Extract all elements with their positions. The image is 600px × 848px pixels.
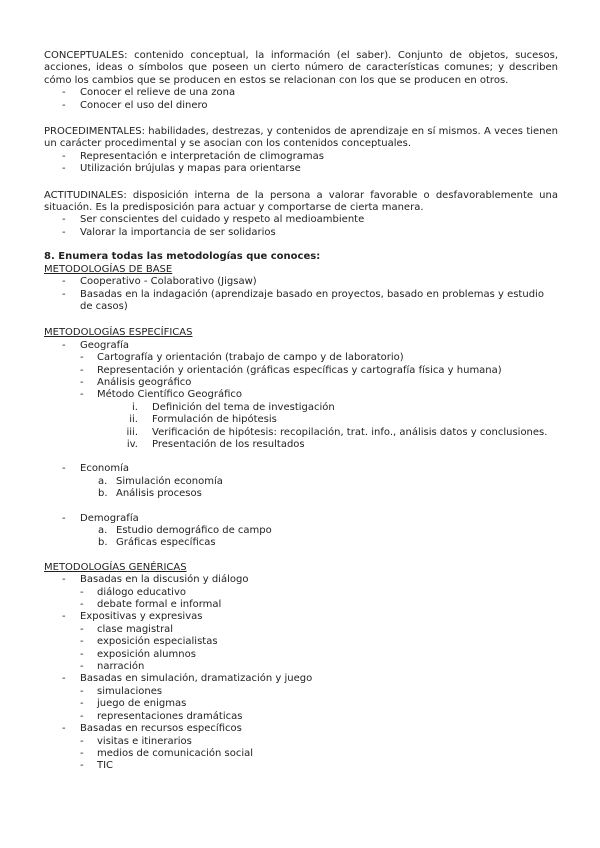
list-marker: a. — [98, 525, 108, 536]
list-item: - Cartografía y orientación (trabajo de campo y de laboratorio) — [80, 352, 558, 364]
list-item: - juego de enigmas — [80, 698, 558, 710]
list-item: - Valorar la importancia de ser solidarios — [44, 227, 558, 239]
list-marker: ii. — [129, 414, 138, 426]
list-item-text: Verificación de hipótesis: recopilación, trat. info., análisis datos y conclusiones. — [152, 426, 548, 438]
conceptuales-list — [44, 87, 558, 112]
list-item: - Basadas en la discusión y diálogo — [44, 574, 558, 586]
economia-list — [44, 463, 558, 475]
list-item: - medios de comunicación social — [80, 748, 558, 760]
question-8-title: 8. Enumera todas las metodologías que conoces: — [44, 251, 321, 263]
list-item: - debate formal e informal — [80, 599, 558, 611]
list-item: - Representación y orientación (gráficas específicas y cartografía física y humana) — [80, 365, 558, 377]
genericas-sublist-3 — [80, 736, 558, 773]
actitudinales-paragraph: ACTITUDINALES: disposición interna de la persona a valorar favorable o desfavorablemente una situación. Es la predisposición para actuar y comportarse de cierta manera. — [44, 189, 558, 214]
genericas-sublist-1 — [80, 624, 558, 674]
demografia-sublist — [98, 525, 558, 550]
list-item: - Cooperativo - Colaborativo (Jigsaw) — [44, 276, 558, 288]
especificas-heading: METODOLOGÍAS ESPECÍFICAS — [44, 327, 193, 339]
list-item — [116, 402, 558, 414]
list-marker: a. — [98, 475, 108, 487]
procedimentales-paragraph: PROCEDIMENTALES: habilidades, destrezas, y contenidos de aprendizaje en sí mismos. A veces tienen un carácter procedimental y se asocian con los contenidos conceptuales. — [44, 126, 558, 150]
list-item — [98, 537, 558, 549]
base-list — [44, 276, 558, 313]
genericas-group-1 — [44, 611, 558, 623]
list-marker: i. — [132, 401, 138, 413]
list-item-text: Definición del tema de investigación — [152, 401, 335, 413]
list-item: - Ser conscientes del cuidado y respeto al medioambiente — [44, 214, 558, 226]
list-item-text: Análisis procesos — [116, 488, 202, 500]
list-item: - Utilización brújulas y mapas para orientarse — [44, 163, 558, 175]
list-item: - Representación e interpretación de climogramas — [44, 151, 558, 163]
geografia-label: Geografía — [80, 339, 130, 351]
conceptuales-paragraph: CONCEPTUALES: contenido conceptual, la información (el saber). Conjunto de objetos, sucesos, acciones, ideas o símbolos que poseen un cierto número de características comunes; y describen cómo los cambios que se producen en estos se relacionan con los que se producen en otros. — [44, 50, 558, 86]
list-item: - exposición alumnos — [80, 649, 558, 661]
list-marker: iii. — [126, 426, 138, 438]
base-heading: METODOLOGÍAS DE BASE — [44, 263, 173, 275]
especificas-list — [44, 340, 558, 352]
list-item — [98, 476, 558, 488]
list-marker: iv. — [126, 438, 138, 450]
genericas-group-3 — [44, 723, 558, 735]
list-item: - diálogo educativo — [80, 587, 558, 599]
list-item — [116, 439, 558, 451]
list-item: - Conocer el uso del dinero — [44, 100, 558, 112]
metodo-cientifico-list — [116, 402, 558, 452]
genericas-group-2 — [44, 673, 558, 685]
list-item: - Basadas en recursos específicos — [44, 723, 558, 735]
genericas-sublist-0 — [80, 587, 558, 612]
list-marker: b. — [98, 537, 108, 549]
economia-label: Economía — [80, 463, 130, 475]
list-item — [98, 525, 558, 537]
list-marker: b. — [98, 488, 108, 500]
list-item: - Método Científico Geográfico — [80, 389, 558, 401]
list-item: - visitas e itinerarios — [80, 736, 558, 748]
procedimentales-list — [44, 151, 558, 176]
geografia-sublist — [80, 352, 558, 402]
geografia-item — [44, 340, 558, 352]
list-item — [116, 414, 558, 426]
demografia-label: Demografía — [80, 512, 139, 524]
genericas-group-0 — [44, 574, 558, 586]
list-item — [98, 488, 558, 500]
list-item-text: Formulación de hipótesis — [152, 414, 277, 426]
list-item-text: Gráficas específicas — [116, 537, 216, 549]
list-item: - Expositivas y expresivas — [44, 611, 558, 623]
list-item-text: Estudio demográfico de campo — [116, 525, 272, 536]
actitudinales-list — [44, 214, 558, 239]
document-page — [44, 50, 558, 773]
list-item: - clase magistral — [80, 624, 558, 636]
list-item: - Análisis geográfico — [80, 377, 558, 389]
list-item — [116, 427, 558, 439]
economia-sublist — [98, 476, 558, 501]
list-item: - simulaciones — [80, 686, 558, 698]
list-item: - exposición especialistas — [80, 636, 558, 648]
list-item: - TIC — [80, 760, 558, 772]
list-item-text: Simulación economía — [116, 475, 223, 487]
demografia-list — [44, 513, 558, 525]
list-item: - Basadas en la indagación (aprendizaje basado en proyectos, basado en problemas y estudio de casos) — [44, 289, 558, 314]
list-item: - representaciones dramáticas — [80, 711, 558, 723]
list-item: - narración — [80, 661, 558, 673]
list-item-text: Presentación de los resultados — [152, 438, 305, 450]
list-item: - Basadas en simulación, dramatización y juego — [44, 673, 558, 685]
list-item: - Conocer el relieve de una zona — [44, 87, 558, 99]
genericas-heading: METODOLOGÍAS GENÉRICAS — [44, 561, 187, 573]
economia-item — [44, 463, 558, 475]
demografia-item — [44, 513, 558, 525]
genericas-sublist-2 — [80, 686, 558, 723]
